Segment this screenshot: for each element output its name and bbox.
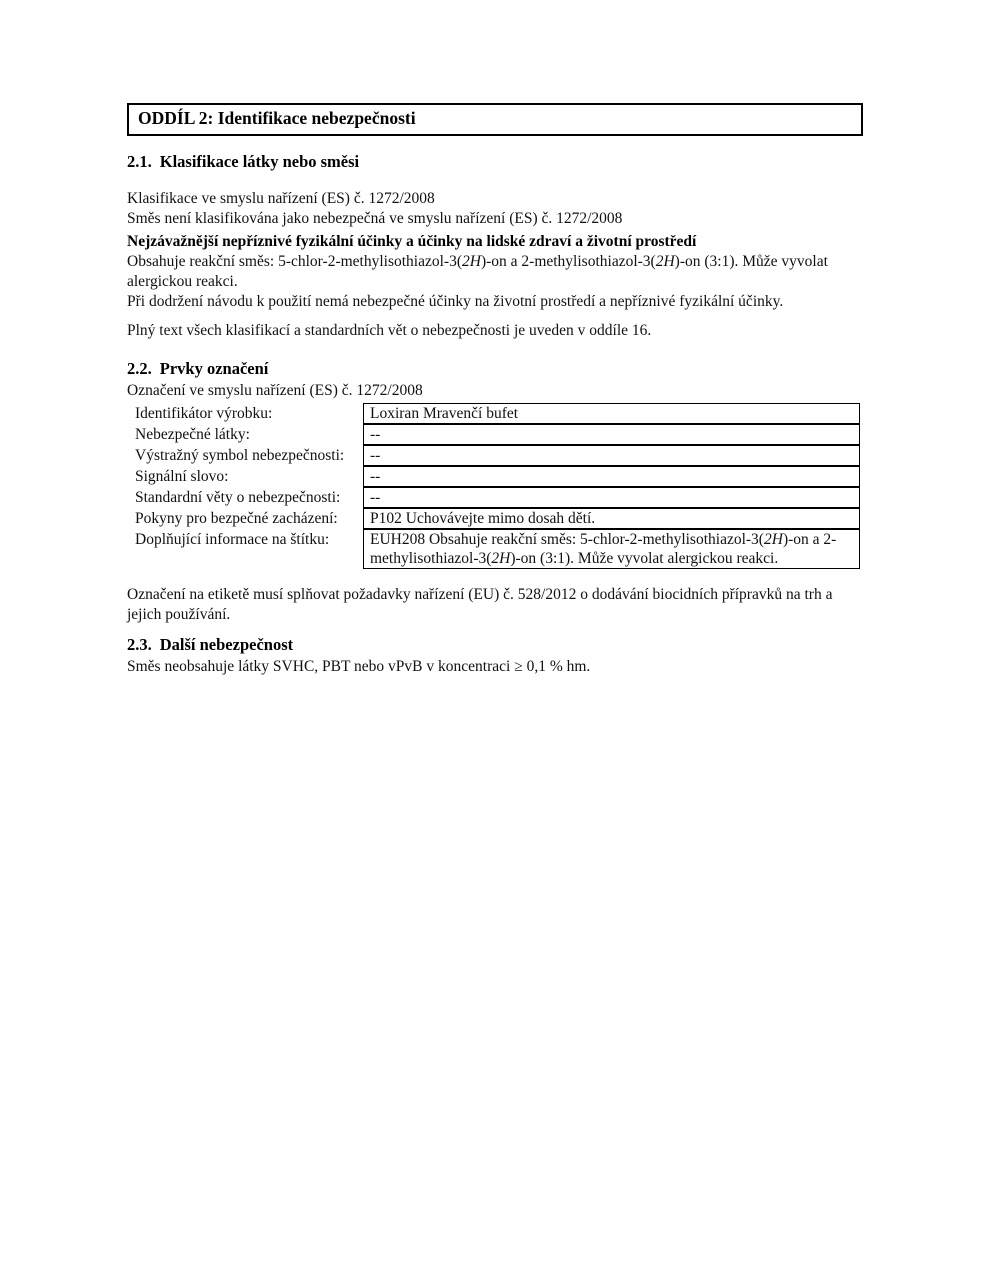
table-row (127, 445, 863, 466)
table-row (127, 466, 863, 487)
para-full-text-reference: Plný text všech klasifikací a standardních vět o nebezpečnosti je uveden v oddíle 16. (127, 322, 652, 339)
page-content (127, 103, 863, 677)
para-labelling-note: Označení na etiketě musí splňovat požadavky nařízení (EU) č. 528/2012 o dodávání biocidních přípravků na trh a jejich používání. (127, 586, 833, 623)
table-row (127, 508, 863, 529)
section-header-title: ODDÍL 2: Identifikace nebezpečnosti (138, 108, 416, 128)
heading-2-3 (127, 635, 863, 655)
classification-block (127, 189, 863, 229)
heading-2-2 (127, 359, 863, 379)
heading-2-1 (127, 152, 863, 172)
para-classification-statement: Směs není klasifikována jako nebezpečná ve smyslu nařízení (ES) č. 1272/2008 (127, 210, 623, 227)
row-label: Doplňující informace na štítku: (135, 531, 330, 548)
row-label: Pokyny pro bezpečné zacházení: (135, 510, 338, 527)
row-label: Identifikátor výrobku: (135, 405, 273, 422)
row-value: EUH208 Obsahuje reakční směs: 5-chlor-2-methylisothiazol-3(2H)-on a 2-methylisothiazol-3(2H)-on (3:1). Může vyvolat alergickou reakci. (363, 529, 860, 569)
table-row (127, 487, 863, 508)
heading-2-1-number: 2.1. (127, 152, 152, 171)
para-usage-statement: Při dodržení návodu k použití nemá nebezpečné účinky na životní prostředí a nepříznivé fyzikální účinky. (127, 293, 784, 310)
para-labelling-basis: Označení ve smyslu nařízení (ES) č. 1272/2008 (127, 382, 423, 399)
labelling-table (127, 403, 863, 569)
row-label: Standardní věty o nebezpečnosti: (135, 489, 341, 506)
heading-2-3-title: Další nebezpečnost (159, 635, 294, 654)
row-value: -- (363, 487, 860, 508)
para-svhc-statement: Směs neobsahuje látky SVHC, PBT nebo vPvB v koncentraci ≥ 0,1 % hm. (127, 658, 591, 675)
table-row (127, 529, 863, 569)
row-label: Nebezpečné látky: (135, 426, 250, 443)
row-value: Loxiran Mravenčí bufet (363, 403, 860, 424)
heading-2-2-number: 2.2. (127, 359, 152, 378)
table-row (127, 424, 863, 445)
adverse-effects-heading: Nejzávažnější nepříznivé fyzikální účinky a účinky na lidské zdraví a životní prostředí (127, 233, 697, 250)
heading-2-3-number: 2.3. (127, 635, 152, 654)
para-contains-statement: Obsahuje reakční směs: 5-chlor-2-methylisothiazol-3(2H)-on a 2-methylisothiazol-3(2H)-on (3:1). Může vyvolat alergickou reakci. (127, 253, 828, 290)
para-classification-basis: Klasifikace ve smyslu nařízení (ES) č. 1272/2008 (127, 190, 435, 207)
row-value: P102 Uchovávejte mimo dosah dětí. (363, 508, 860, 529)
row-label: Signální slovo: (135, 468, 229, 485)
adverse-effects-block (127, 232, 863, 312)
row-value: -- (363, 445, 860, 466)
row-value: -- (363, 466, 860, 487)
section-header-box (127, 103, 863, 136)
full-text-reference-block (127, 321, 863, 341)
row-value: -- (363, 424, 860, 445)
table-row (127, 403, 863, 424)
heading-2-2-title: Prvky označení (159, 359, 269, 378)
row-label: Výstražný symbol nebezpečnosti: (135, 447, 345, 464)
heading-2-1-title: Klasifikace látky nebo směsi (159, 152, 360, 171)
